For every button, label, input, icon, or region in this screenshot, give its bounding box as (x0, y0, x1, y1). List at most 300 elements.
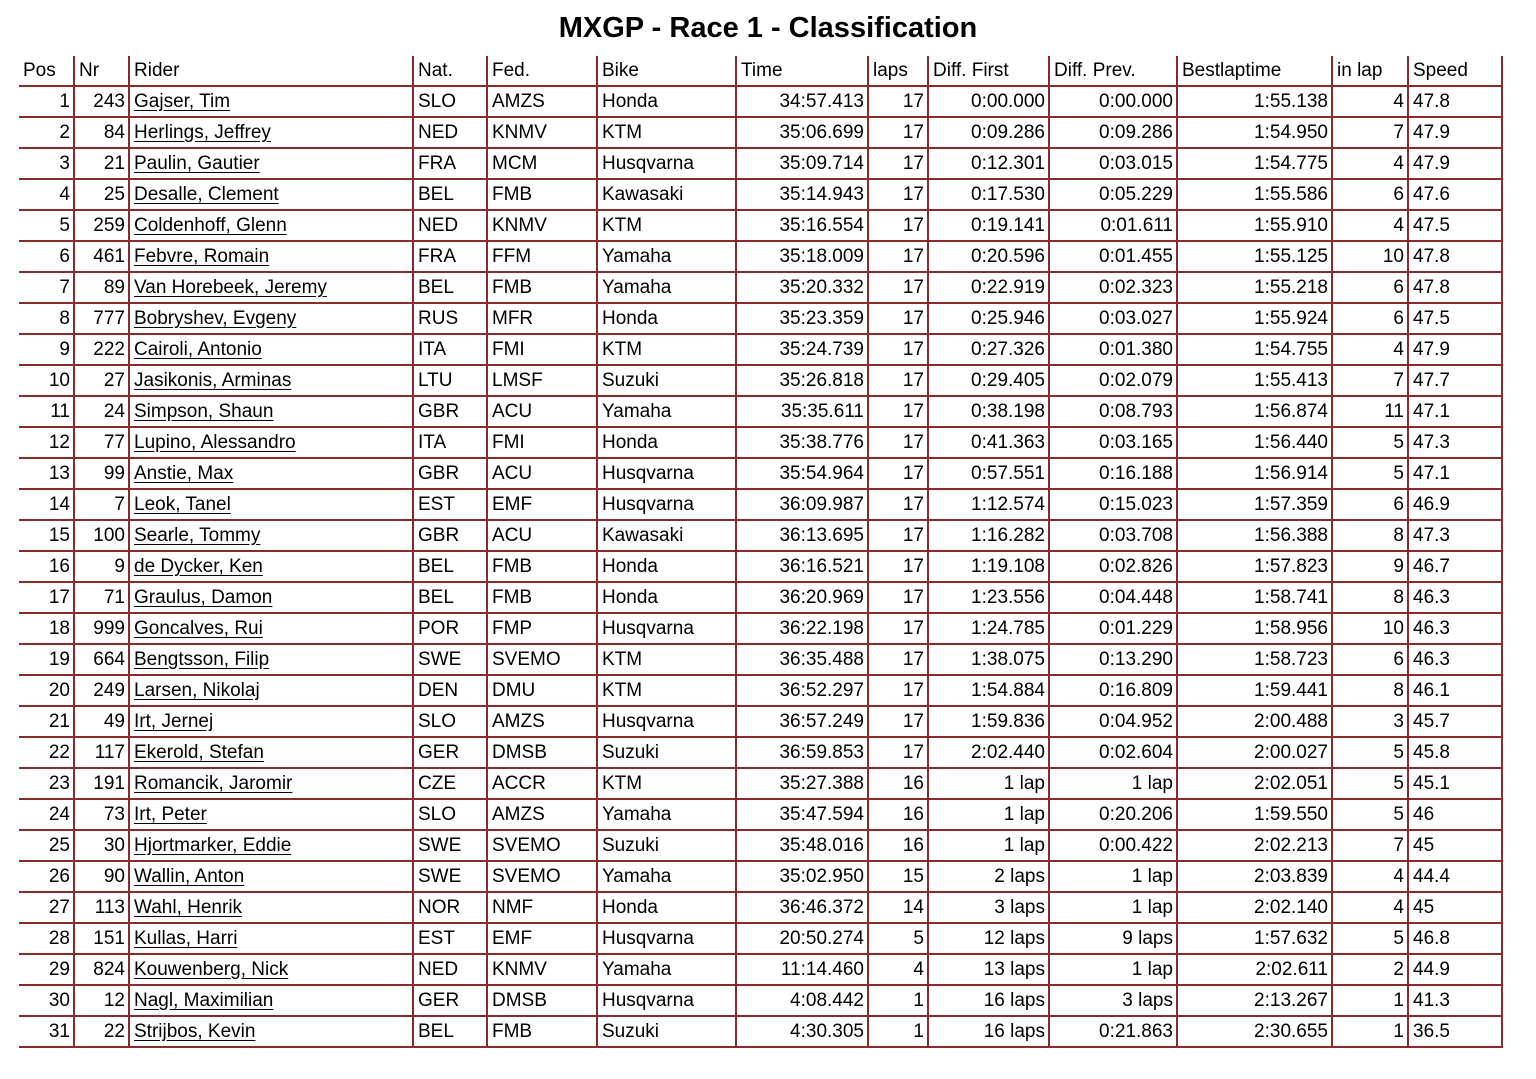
diff-prev-cell: 0:21.863 (1050, 1017, 1178, 1048)
laps-cell: 17 (869, 459, 929, 490)
in-lap-cell: 5 (1333, 800, 1409, 831)
bestlap-cell: 1:55.138 (1178, 87, 1333, 118)
speed-cell: 45.7 (1409, 707, 1503, 738)
fed-cell: NMF (488, 893, 598, 924)
table-row (19, 118, 1503, 149)
rider-link[interactable]: Hjortmarker, Eddie (134, 835, 292, 856)
diff-first-cell: 1:54.884 (929, 676, 1050, 707)
laps-cell: 17 (869, 304, 929, 335)
rider-cell (130, 490, 414, 521)
speed-cell: 47.9 (1409, 149, 1503, 180)
table-row (19, 490, 1503, 521)
in-lap-cell: 1 (1333, 986, 1409, 1017)
pos-cell: 29 (19, 955, 75, 986)
speed-cell: 46.3 (1409, 645, 1503, 676)
laps-cell: 17 (869, 211, 929, 242)
speed-cell: 44.4 (1409, 862, 1503, 893)
table-row (19, 149, 1503, 180)
pos-cell: 13 (19, 459, 75, 490)
bestlap-cell: 2:02.140 (1178, 893, 1333, 924)
time-cell: 35:18.009 (737, 242, 869, 273)
nat-cell: SWE (414, 645, 488, 676)
rider-link[interactable]: Bengtsson, Filip (134, 649, 270, 670)
rider-link[interactable]: Wallin, Anton (134, 866, 245, 887)
bestlap-cell: 1:59.550 (1178, 800, 1333, 831)
rider-link[interactable]: Paulin, Gautier (134, 153, 260, 174)
rider-link[interactable]: Bobryshev, Evgeny (134, 308, 297, 329)
pos-cell: 30 (19, 986, 75, 1017)
diff-prev-cell: 0:05.229 (1050, 180, 1178, 211)
nat-cell: NED (414, 118, 488, 149)
bestlap-cell: 1:57.823 (1178, 552, 1333, 583)
fed-cell: EMF (488, 490, 598, 521)
fed-cell: SVEMO (488, 831, 598, 862)
speed-cell: 47.9 (1409, 118, 1503, 149)
diff-first-cell: 1 lap (929, 769, 1050, 800)
rider-link[interactable]: Graulus, Damon (134, 587, 273, 608)
rider-link[interactable]: Coldenhoff, Glenn (134, 215, 287, 236)
rider-cell (130, 366, 414, 397)
speed-cell: 47.3 (1409, 428, 1503, 459)
rider-link[interactable]: Lupino, Alessandro (134, 432, 296, 453)
rider-cell (130, 335, 414, 366)
bestlap-cell: 1:55.413 (1178, 366, 1333, 397)
bike-cell: Yamaha (598, 273, 737, 304)
time-cell: 35:20.332 (737, 273, 869, 304)
laps-cell: 17 (869, 552, 929, 583)
bestlap-cell: 1:57.359 (1178, 490, 1333, 521)
speed-cell: 44.9 (1409, 955, 1503, 986)
bestlap-cell: 1:56.874 (1178, 397, 1333, 428)
rider-link[interactable]: Searle, Tommy (134, 525, 261, 546)
diff-prev-cell: 0:09.286 (1050, 118, 1178, 149)
rider-link[interactable]: Van Horebeek, Jeremy (134, 277, 327, 298)
table-row (19, 769, 1503, 800)
rider-cell (130, 645, 414, 676)
diff-first-cell: 0:12.301 (929, 149, 1050, 180)
col-header: Nat. (414, 56, 488, 87)
nr-cell: 7 (75, 490, 130, 521)
diff-first-cell: 3 laps (929, 893, 1050, 924)
pos-cell: 11 (19, 397, 75, 428)
nr-cell: 259 (75, 211, 130, 242)
nr-cell: 151 (75, 924, 130, 955)
in-lap-cell: 7 (1333, 831, 1409, 862)
time-cell: 36:22.198 (737, 614, 869, 645)
rider-link[interactable]: Cairoli, Antonio (134, 339, 262, 360)
rider-link[interactable]: Simpson, Shaun (134, 401, 274, 422)
rider-cell (130, 1017, 414, 1048)
rider-link[interactable]: Irt, Jernej (134, 711, 214, 732)
nr-cell: 999 (75, 614, 130, 645)
rider-link[interactable]: Romancik, Jaromir (134, 773, 293, 794)
rider-link[interactable]: Leok, Tanel (134, 494, 231, 515)
diff-first-cell: 0:38.198 (929, 397, 1050, 428)
in-lap-cell: 8 (1333, 521, 1409, 552)
bike-cell: Husqvarna (598, 490, 737, 521)
nat-cell: EST (414, 490, 488, 521)
pos-cell: 2 (19, 118, 75, 149)
nr-cell: 27 (75, 366, 130, 397)
laps-cell: 17 (869, 521, 929, 552)
diff-first-cell: 1:24.785 (929, 614, 1050, 645)
nat-cell: SWE (414, 862, 488, 893)
bike-cell: Kawasaki (598, 521, 737, 552)
pos-cell: 9 (19, 335, 75, 366)
bike-cell: KTM (598, 676, 737, 707)
pos-cell: 5 (19, 211, 75, 242)
rider-cell (130, 893, 414, 924)
time-cell: 20:50.274 (737, 924, 869, 955)
nr-cell: 25 (75, 180, 130, 211)
rider-cell (130, 180, 414, 211)
bike-cell: Suzuki (598, 1017, 737, 1048)
time-cell: 35:35.611 (737, 397, 869, 428)
rider-cell (130, 459, 414, 490)
rider-link[interactable]: Irt, Peter (134, 804, 207, 825)
nr-cell: 24 (75, 397, 130, 428)
nat-cell: BEL (414, 552, 488, 583)
laps-cell: 17 (869, 149, 929, 180)
time-cell: 35:47.594 (737, 800, 869, 831)
laps-cell: 17 (869, 87, 929, 118)
in-lap-cell: 4 (1333, 87, 1409, 118)
bike-cell: Suzuki (598, 831, 737, 862)
bike-cell: Husqvarna (598, 707, 737, 738)
col-header: Pos (19, 56, 75, 87)
speed-cell: 47.3 (1409, 521, 1503, 552)
diff-first-cell: 1:12.574 (929, 490, 1050, 521)
rider-cell (130, 614, 414, 645)
table-row (19, 831, 1503, 862)
rider-link[interactable]: Anstie, Max (134, 463, 234, 484)
in-lap-cell: 5 (1333, 459, 1409, 490)
diff-first-cell: 0:22.919 (929, 273, 1050, 304)
in-lap-cell: 3 (1333, 707, 1409, 738)
nr-cell: 249 (75, 676, 130, 707)
nr-cell: 90 (75, 862, 130, 893)
in-lap-cell: 4 (1333, 211, 1409, 242)
nr-cell: 664 (75, 645, 130, 676)
fed-cell: SVEMO (488, 862, 598, 893)
time-cell: 4:30.305 (737, 1017, 869, 1048)
nr-cell: 49 (75, 707, 130, 738)
rider-cell (130, 800, 414, 831)
fed-cell: MFR (488, 304, 598, 335)
table-row (19, 211, 1503, 242)
fed-cell: ACCR (488, 769, 598, 800)
bestlap-cell: 1:58.741 (1178, 583, 1333, 614)
table-row (19, 397, 1503, 428)
time-cell: 4:08.442 (737, 986, 869, 1017)
time-cell: 35:27.388 (737, 769, 869, 800)
rider-link[interactable]: Goncalves, Rui (134, 618, 263, 639)
rider-cell (130, 583, 414, 614)
diff-first-cell: 16 laps (929, 1017, 1050, 1048)
col-header: Rider (130, 56, 414, 87)
in-lap-cell: 7 (1333, 366, 1409, 397)
in-lap-cell: 11 (1333, 397, 1409, 428)
nr-cell: 21 (75, 149, 130, 180)
fed-cell: FMI (488, 428, 598, 459)
table-row (19, 583, 1503, 614)
nr-cell: 113 (75, 893, 130, 924)
nr-cell: 777 (75, 304, 130, 335)
time-cell: 35:26.818 (737, 366, 869, 397)
bike-cell: Honda (598, 304, 737, 335)
nat-cell: GBR (414, 459, 488, 490)
rider-link[interactable]: Jasikonis, Arminas (134, 370, 292, 391)
diff-first-cell: 1:59.836 (929, 707, 1050, 738)
table-row (19, 366, 1503, 397)
laps-cell: 17 (869, 490, 929, 521)
nat-cell: NOR (414, 893, 488, 924)
bestlap-cell: 1:54.755 (1178, 335, 1333, 366)
diff-first-cell: 0:41.363 (929, 428, 1050, 459)
diff-prev-cell: 1 lap (1050, 893, 1178, 924)
in-lap-cell: 8 (1333, 676, 1409, 707)
diff-prev-cell: 0:13.290 (1050, 645, 1178, 676)
speed-cell: 45.8 (1409, 738, 1503, 769)
time-cell: 35:14.943 (737, 180, 869, 211)
bestlap-cell: 1:56.440 (1178, 428, 1333, 459)
bike-cell: Husqvarna (598, 614, 737, 645)
fed-cell: FMB (488, 273, 598, 304)
nr-cell: 12 (75, 986, 130, 1017)
time-cell: 36:35.488 (737, 645, 869, 676)
fed-cell: ACU (488, 459, 598, 490)
col-header: Bike (598, 56, 737, 87)
rider-link[interactable]: Nagl, Maximilian (134, 990, 274, 1011)
diff-prev-cell: 0:04.448 (1050, 583, 1178, 614)
laps-cell: 17 (869, 335, 929, 366)
in-lap-cell: 8 (1333, 583, 1409, 614)
rider-cell (130, 924, 414, 955)
in-lap-cell: 6 (1333, 490, 1409, 521)
bestlap-cell: 1:59.441 (1178, 676, 1333, 707)
speed-cell: 45 (1409, 893, 1503, 924)
laps-cell: 17 (869, 273, 929, 304)
diff-prev-cell: 0:01.611 (1050, 211, 1178, 242)
laps-cell: 17 (869, 242, 929, 273)
table-row (19, 955, 1503, 986)
nr-cell: 191 (75, 769, 130, 800)
laps-cell: 17 (869, 583, 929, 614)
in-lap-cell: 9 (1333, 552, 1409, 583)
fed-cell: ACU (488, 397, 598, 428)
bike-cell: Suzuki (598, 366, 737, 397)
rider-link[interactable]: Herlings, Jeffrey (134, 122, 271, 143)
col-header: Diff. Prev. (1050, 56, 1178, 87)
rider-link[interactable]: Febvre, Romain (134, 246, 270, 267)
laps-cell: 17 (869, 118, 929, 149)
diff-prev-cell: 0:08.793 (1050, 397, 1178, 428)
nat-cell: ITA (414, 335, 488, 366)
table-row (19, 180, 1503, 211)
fed-cell: FMP (488, 614, 598, 645)
diff-first-cell: 0:27.326 (929, 335, 1050, 366)
diff-prev-cell: 0:02.826 (1050, 552, 1178, 583)
in-lap-cell: 4 (1333, 149, 1409, 180)
nr-cell: 89 (75, 273, 130, 304)
speed-cell: 45 (1409, 831, 1503, 862)
time-cell: 36:57.249 (737, 707, 869, 738)
rider-cell (130, 273, 414, 304)
laps-cell: 16 (869, 769, 929, 800)
nr-cell: 461 (75, 242, 130, 273)
pos-cell: 31 (19, 1017, 75, 1048)
in-lap-cell: 5 (1333, 769, 1409, 800)
rider-cell (130, 397, 414, 428)
nr-cell: 222 (75, 335, 130, 366)
fed-cell: LMSF (488, 366, 598, 397)
pos-cell: 17 (19, 583, 75, 614)
pos-cell: 26 (19, 862, 75, 893)
pos-cell: 16 (19, 552, 75, 583)
in-lap-cell: 5 (1333, 924, 1409, 955)
laps-cell: 17 (869, 366, 929, 397)
rider-link[interactable]: Larsen, Nikolaj (134, 680, 260, 701)
bike-cell: KTM (598, 645, 737, 676)
col-header: Diff. First (929, 56, 1050, 87)
nat-cell: SLO (414, 800, 488, 831)
diff-first-cell: 2:02.440 (929, 738, 1050, 769)
bike-cell: Yamaha (598, 397, 737, 428)
time-cell: 35:48.016 (737, 831, 869, 862)
nat-cell: ITA (414, 428, 488, 459)
in-lap-cell: 7 (1333, 118, 1409, 149)
rider-cell (130, 738, 414, 769)
bike-cell: Yamaha (598, 955, 737, 986)
speed-cell: 47.5 (1409, 304, 1503, 335)
rider-link[interactable]: de Dycker, Ken (134, 556, 263, 577)
diff-first-cell: 16 laps (929, 986, 1050, 1017)
diff-first-cell: 1:23.556 (929, 583, 1050, 614)
pos-cell: 24 (19, 800, 75, 831)
col-header: Fed. (488, 56, 598, 87)
time-cell: 36:52.297 (737, 676, 869, 707)
laps-cell: 17 (869, 180, 929, 211)
rider-cell (130, 552, 414, 583)
bestlap-cell: 1:54.950 (1178, 118, 1333, 149)
table-row (19, 459, 1503, 490)
in-lap-cell: 10 (1333, 242, 1409, 273)
bike-cell: Honda (598, 583, 737, 614)
rider-link[interactable]: Wahl, Henrik (134, 897, 243, 918)
bike-cell: Husqvarna (598, 459, 737, 490)
bestlap-cell: 2:30.655 (1178, 1017, 1333, 1048)
nat-cell: NED (414, 955, 488, 986)
fed-cell: KNMV (488, 118, 598, 149)
diff-prev-cell: 0:00.422 (1050, 831, 1178, 862)
diff-prev-cell: 1 lap (1050, 862, 1178, 893)
time-cell: 35:16.554 (737, 211, 869, 242)
rider-cell (130, 242, 414, 273)
diff-first-cell: 0:00.000 (929, 87, 1050, 118)
diff-first-cell: 0:29.405 (929, 366, 1050, 397)
diff-first-cell: 2 laps (929, 862, 1050, 893)
speed-cell: 47.1 (1409, 459, 1503, 490)
pos-cell: 8 (19, 304, 75, 335)
diff-first-cell: 0:19.141 (929, 211, 1050, 242)
speed-cell: 46 (1409, 800, 1503, 831)
laps-cell: 16 (869, 800, 929, 831)
laps-cell: 1 (869, 986, 929, 1017)
diff-prev-cell: 0:03.165 (1050, 428, 1178, 459)
nat-cell: GER (414, 986, 488, 1017)
col-header: Speed (1409, 56, 1503, 87)
diff-first-cell: 1:16.282 (929, 521, 1050, 552)
table-row (19, 924, 1503, 955)
time-cell: 11:14.460 (737, 955, 869, 986)
header-row (19, 56, 1503, 87)
diff-prev-cell: 0:02.604 (1050, 738, 1178, 769)
rider-link[interactable]: Kullas, Harri (134, 928, 238, 949)
nr-cell: 71 (75, 583, 130, 614)
fed-cell: FFM (488, 242, 598, 273)
bestlap-cell: 1:58.723 (1178, 645, 1333, 676)
rider-cell (130, 676, 414, 707)
time-cell: 35:24.739 (737, 335, 869, 366)
pos-cell: 1 (19, 87, 75, 118)
pos-cell: 10 (19, 366, 75, 397)
rider-link[interactable]: Strijbos, Kevin (134, 1021, 256, 1042)
pos-cell: 22 (19, 738, 75, 769)
bestlap-cell: 1:58.956 (1178, 614, 1333, 645)
diff-first-cell: 1:38.075 (929, 645, 1050, 676)
time-cell: 36:20.969 (737, 583, 869, 614)
laps-cell: 16 (869, 831, 929, 862)
in-lap-cell: 4 (1333, 862, 1409, 893)
bestlap-cell: 2:03.839 (1178, 862, 1333, 893)
nr-cell: 243 (75, 87, 130, 118)
bestlap-cell: 1:56.388 (1178, 521, 1333, 552)
pos-cell: 25 (19, 831, 75, 862)
rider-cell (130, 149, 414, 180)
nat-cell: BEL (414, 180, 488, 211)
bestlap-cell: 2:13.267 (1178, 986, 1333, 1017)
pos-cell: 21 (19, 707, 75, 738)
bike-cell: KTM (598, 211, 737, 242)
time-cell: 36:09.987 (737, 490, 869, 521)
time-cell: 35:06.699 (737, 118, 869, 149)
table-row (19, 986, 1503, 1017)
pos-cell: 23 (19, 769, 75, 800)
table-row (19, 800, 1503, 831)
speed-cell: 47.7 (1409, 366, 1503, 397)
laps-cell: 17 (869, 397, 929, 428)
nat-cell: SLO (414, 707, 488, 738)
diff-prev-cell: 0:02.079 (1050, 366, 1178, 397)
diff-first-cell: 0:09.286 (929, 118, 1050, 149)
speed-cell: 46.3 (1409, 614, 1503, 645)
rider-link[interactable]: Gajser, Tim (134, 91, 231, 112)
page-title: MXGP - Race 1 - Classification (558, 12, 978, 44)
time-cell: 35:09.714 (737, 149, 869, 180)
rider-cell (130, 955, 414, 986)
table-row (19, 645, 1503, 676)
rider-link[interactable]: Desalle, Clement (134, 184, 279, 205)
bike-cell: Yamaha (598, 862, 737, 893)
pos-cell: 12 (19, 428, 75, 459)
rider-link[interactable]: Ekerold, Stefan (134, 742, 264, 763)
time-cell: 35:02.950 (737, 862, 869, 893)
in-lap-cell: 6 (1333, 273, 1409, 304)
pos-cell: 27 (19, 893, 75, 924)
fed-cell: ACU (488, 521, 598, 552)
speed-cell: 46.9 (1409, 490, 1503, 521)
rider-link[interactable]: Kouwenberg, Nick (134, 959, 289, 980)
